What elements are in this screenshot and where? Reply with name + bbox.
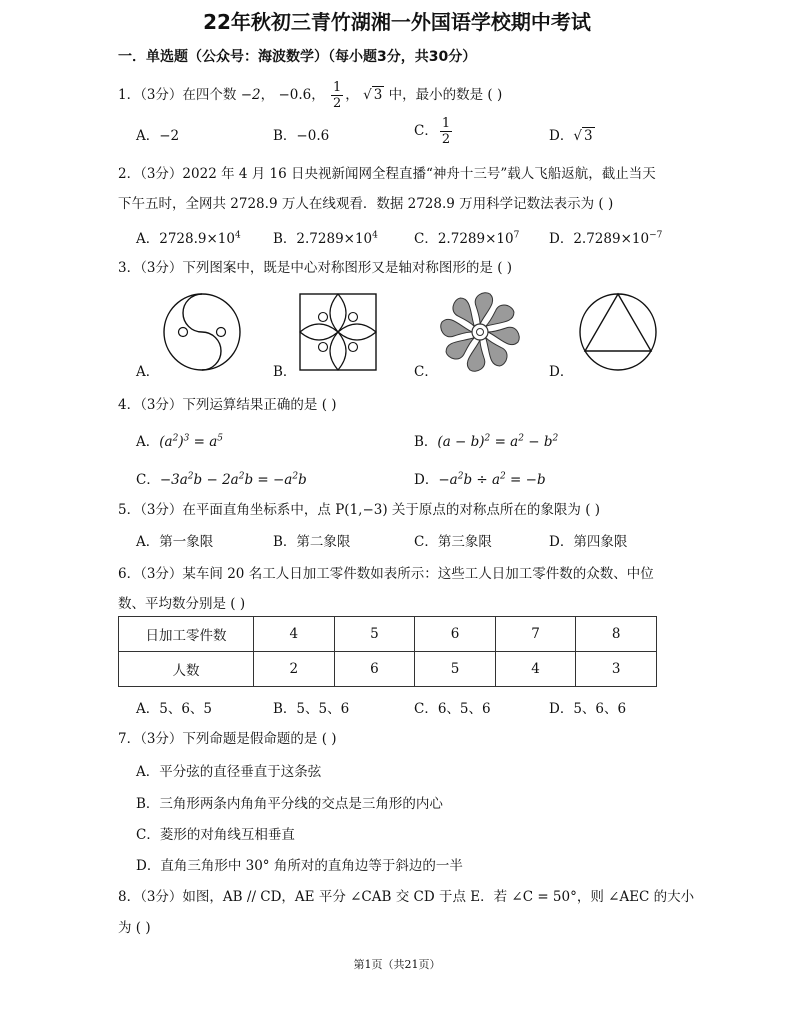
question-6-line-2: 数、平均数分别是 ( ) (118, 596, 246, 612)
q1-number-1: −2 (240, 87, 261, 103)
table-cell: 人数 (119, 652, 254, 687)
q4-option-d: D．$-a^2b \div a^2 = -b$ (414, 471, 546, 488)
question-5: 5．（3分）在平面直角坐标系中，点 P(1,−3) 关于原点的对称点所在的象限为 ( ) (118, 502, 601, 518)
q1-fraction: $\frac{1}{2}$ (333, 80, 342, 111)
q1-option-a: A．−2 (136, 128, 180, 144)
table-cell: 日加工零件数 (119, 617, 254, 652)
question-6-line-1: 6．（3分）某车间 20 名工人日加工零件数如表所示：这些工人日加工零件数的众数、中位 (118, 566, 654, 582)
q3-label-a: A． (136, 364, 160, 380)
q1-prefix: 1．（3分）在四个数 (118, 87, 237, 103)
q1-sqrt: √ 3 (363, 87, 383, 103)
table-cell: 4 (495, 652, 576, 687)
table-cell: 7 (495, 617, 576, 652)
table-cell: 5 (334, 617, 415, 652)
table-cell: 3 (576, 652, 657, 687)
q5-option-d: D．第四象限 (549, 534, 628, 550)
q6-option-b: B．5、5、6 (273, 701, 350, 717)
section-heading: 一．单选题（公众号：海波数学）（每小题3分，共30分） (118, 49, 477, 65)
q2-option-c: C．$2.7289\times 10^7$ (414, 230, 520, 247)
table-cell: 6 (415, 617, 496, 652)
circle-triangle-figure (576, 290, 660, 374)
table-cell: 6 (334, 652, 415, 687)
q4-option-a: A．$(a^2)^3 = a^5$ (136, 433, 224, 450)
q1-option-b: B．−0.6 (273, 128, 330, 144)
q7-option-b: B．三角形两条内角角平分线的交点是三角形的内心 (136, 796, 443, 812)
question-3: 3．（3分）下列图案中，既是中心对称图形又是轴对称图形的是 ( ) (118, 260, 513, 276)
q5-option-b: B．第二象限 (273, 534, 351, 550)
q6-option-d: D．5、6、6 (549, 701, 627, 717)
table-cell: 2 (254, 652, 335, 687)
table-row (119, 617, 657, 652)
question-4: 4．（3分）下列运算结果正确的是 ( ) (118, 397, 337, 413)
question-2-line-2: 下午五时，全网共 2728.9 万人在线观看．数据 2728.9 万用科学记数法表示为 ( ) (118, 196, 614, 212)
q4-option-b: B．$(a - b)^2 = a^2 - b^2$ (414, 433, 559, 450)
q5-option-a: A．第一象限 (136, 534, 214, 550)
q5-option-c: C．第三象限 (414, 534, 492, 550)
exam-title: 22年秋初三青竹湖湘一外国语学校期中考试 (203, 10, 591, 34)
q2-option-d: D．$2.7289\times 10^{-7}$ (549, 230, 663, 247)
q3-label-b: B． (273, 364, 297, 380)
q1-suffix: 中，最小的数是 ( ) (388, 87, 503, 103)
table-cell: 5 (415, 652, 496, 687)
q3-label-c: C． (414, 364, 438, 380)
q7-option-d: D．直角三角形中 30° 角所对的直角边等于斜边的一半 (136, 858, 463, 874)
q2-option-b: B．$2.7289\times 10^4$ (273, 230, 378, 247)
q1-number-2: −0.6 (278, 87, 312, 103)
parts-table (118, 616, 657, 687)
q6-option-a: A．5、6、5 (136, 701, 213, 717)
square-petal-figure (296, 290, 380, 374)
question-8-line-1: 8．（3分）如图，AB // CD，AE 平分 ∠CAB 交 CD 于点 E．若 ∠C = 50°，则 ∠AEC 的大小 (118, 889, 695, 905)
table-row (119, 652, 657, 687)
q1-option-c: C． $\frac{1}{2}$ (414, 116, 451, 147)
question-7: 7．（3分）下列命题是假命题的是 ( ) (118, 731, 337, 747)
table-cell: 4 (254, 617, 335, 652)
q4-option-c: C．$-3a^2b - 2a^2b = -a^2b$ (136, 471, 307, 488)
pinwheel-flower-figure (438, 290, 522, 374)
question-1: 1．（3分）在四个数 −2， −0.6， $\frac{1}{2}$ ， √ 3 中，最小的数是 ( ) (118, 80, 503, 111)
q6-option-c: C．6、5、6 (414, 701, 491, 717)
q3-label-d: D． (549, 364, 574, 380)
q7-option-c: C．菱形的对角线互相垂直 (136, 827, 295, 843)
question-8-line-2: 为 ( ) (118, 920, 151, 936)
page-footer: 第1页（共21页） (353, 958, 441, 971)
q7-option-a: A．平分弦的直径垂直于这条弦 (136, 764, 322, 780)
question-2-line-1: 2．（3分）2022 年 4 月 16 日央视新闻网全程直播“神舟十三号”载人飞船返航，截止当天 (118, 166, 656, 182)
q2-option-a: A．$2728.9\times 10^4$ (136, 230, 241, 247)
table-cell: 8 (576, 617, 657, 652)
q1-option-d: D．√ 3 (549, 128, 593, 144)
yin-yang-figure (160, 290, 244, 374)
